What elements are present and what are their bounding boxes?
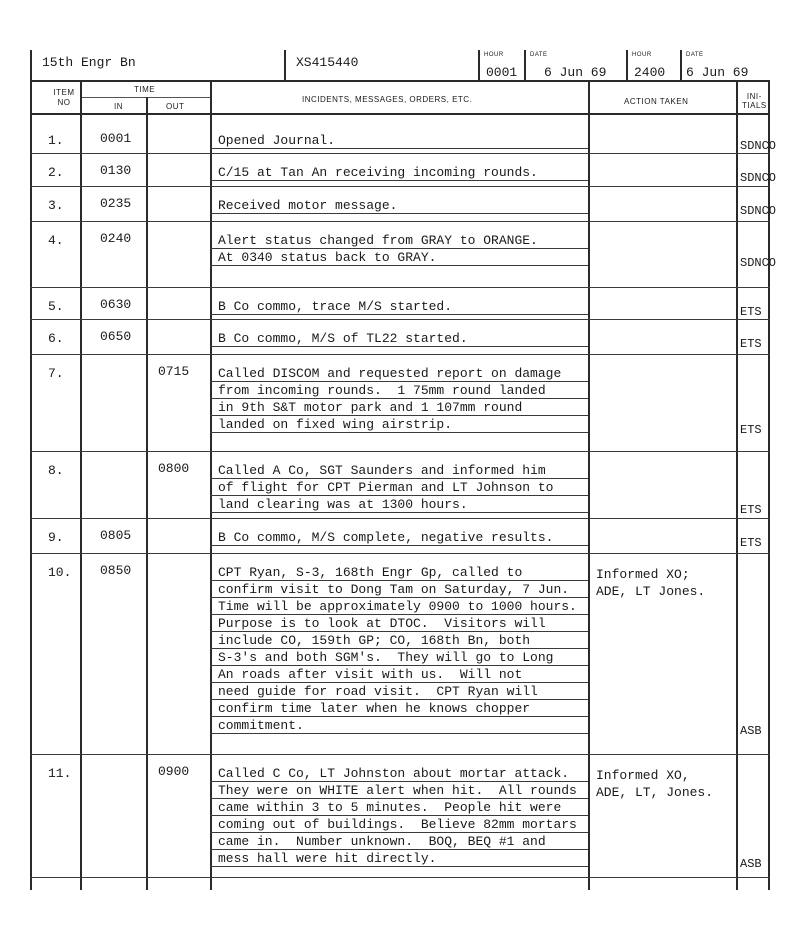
entry-underline: [210, 798, 588, 799]
entry-text-line: from incoming rounds. 1 75mm round landed: [218, 383, 546, 398]
entry-underline: [210, 597, 588, 598]
entry-text-line: At 0340 status back to GRAY.: [218, 250, 437, 265]
to-hour: 2400: [634, 65, 666, 80]
entry-underline: [210, 614, 588, 615]
entry-underline: [210, 512, 588, 513]
col-incidents: INCIDENTS, MESSAGES, ORDERS, ETC.: [302, 95, 473, 104]
entry-time-in: 0805: [100, 528, 132, 543]
entry-underline: [210, 631, 588, 632]
entry-underline: [210, 682, 588, 683]
entry-text-line: in 9th S&T motor park and 1 107mm round: [218, 400, 523, 415]
entry-text-line: An roads after visit with us. Will not: [218, 667, 523, 682]
row-separator: [30, 451, 770, 452]
entry-underline: [210, 415, 588, 416]
row-separator: [30, 221, 770, 222]
entry-number: 3.: [48, 198, 64, 213]
entry-text-line: Called DISCOM and requested report on damage: [218, 366, 562, 381]
entry-number: 4.: [48, 233, 64, 248]
entry-underline: [210, 478, 588, 479]
entry-text-line: B Co commo, M/S complete, negative results.: [218, 530, 554, 545]
entry-time-in: 0650: [100, 329, 132, 344]
entry-underline: [210, 866, 588, 867]
header-divider: [524, 50, 526, 80]
entry-text-line: CPT Ryan, S-3, 168th Engr Gp, called to: [218, 565, 523, 580]
entry-action-line: Informed XO,: [596, 768, 690, 783]
unit-name: 15th Engr Bn: [42, 55, 136, 70]
entry-underline: [210, 381, 588, 382]
entry-time-out: 0900: [158, 764, 190, 779]
row-separator: [30, 754, 770, 755]
entry-number: 7.: [48, 366, 64, 381]
row-separator: [30, 287, 770, 288]
row-separator: [30, 319, 770, 320]
entry-initials: ASB: [740, 857, 762, 871]
entry-number: 5.: [48, 299, 64, 314]
col-time-out: OUT: [166, 102, 185, 111]
entry-initials: SDNCO: [740, 171, 777, 185]
entry-underline: [210, 346, 588, 347]
entry-initials: ETS: [740, 337, 762, 351]
entry-time-in: 0850: [100, 563, 132, 578]
entry-initials: SDNCO: [740, 139, 777, 153]
entry-underline: [210, 545, 588, 546]
entry-underline: [210, 314, 588, 315]
entry-text-line: include CO, 159th GP; CO, 168th Bn, both: [218, 633, 531, 648]
col-action: ACTION TAKEN: [624, 97, 689, 106]
entry-text-line: commitment.: [218, 718, 304, 733]
entry-underline: [210, 265, 588, 266]
entry-underline: [210, 648, 588, 649]
entry-initials: ETS: [740, 503, 762, 517]
entry-underline: [210, 781, 588, 782]
entry-initials: ETS: [740, 536, 762, 550]
time-split-line: [80, 97, 210, 98]
entry-initials: ETS: [740, 305, 762, 319]
entry-text-line: Purpose is to look at DTOC. Visitors will: [218, 616, 546, 631]
left-border: [30, 50, 32, 890]
entry-underline: [210, 148, 588, 149]
entry-underline: [210, 815, 588, 816]
entry-text-line: They were on WHITE alert when hit. All rounds: [218, 783, 577, 798]
entry-text-line: Received motor message.: [218, 198, 398, 213]
header-divider: [284, 50, 286, 80]
entry-text-line: of flight for CPT Pierman and LT Johnson to: [218, 480, 554, 495]
entry-initials: ASB: [740, 724, 762, 738]
entry-underline: [210, 733, 588, 734]
row-separator: [30, 153, 770, 154]
entry-text-line: S-3's and both SGM's. They will go to Long: [218, 650, 554, 665]
from-hour: 0001: [486, 65, 518, 80]
entry-underline: [210, 832, 588, 833]
to-date-label: DATE: [686, 52, 704, 58]
row-separator: [30, 186, 770, 187]
header-divider: [626, 50, 628, 80]
header-divider: [680, 50, 682, 80]
entry-time-in: 0001: [100, 131, 132, 146]
row-separator: [30, 354, 770, 355]
entry-underline: [210, 398, 588, 399]
entry-text-line: Called C Co, LT Johnston about mortar attack.: [218, 766, 570, 781]
from-date-label: DATE: [530, 52, 548, 58]
entry-number: 8.: [48, 463, 64, 478]
entry-text-line: land clearing was at 1300 hours.: [218, 497, 468, 512]
entry-number: 11.: [48, 766, 72, 781]
entry-number: 1.: [48, 133, 64, 148]
entry-text-line: B Co commo, trace M/S started.: [218, 299, 453, 314]
right-border: [768, 80, 770, 890]
entry-text-line: came in. Number unknown. BOQ, BEQ #1 and: [218, 834, 546, 849]
entry-action-line: ADE, LT Jones.: [596, 584, 706, 599]
entry-text-line: mess hall were hit directly.: [218, 851, 437, 866]
entry-time-in: 0235: [100, 196, 132, 211]
row-separator: [30, 877, 770, 878]
entry-text-line: confirm visit to Dong Tam on Saturday, 7 Jun.: [218, 582, 570, 597]
entry-action-line: Informed XO;: [596, 567, 690, 582]
entry-text-line: B Co commo, M/S of TL22 started.: [218, 331, 468, 346]
entry-time-out: 0715: [158, 364, 190, 379]
entry-time-out: 0800: [158, 461, 190, 476]
row-separator: [30, 518, 770, 519]
entry-text-line: need guide for road visit. CPT Ryan will: [218, 684, 538, 699]
col-initials: INI- TIALS: [742, 92, 767, 110]
entry-underline: [210, 180, 588, 181]
header-divider: [478, 50, 480, 80]
entry-text-line: Opened Journal.: [218, 133, 336, 148]
entry-text-line: Called A Co, SGT Saunders and informed him: [218, 463, 546, 478]
entry-time-in: 0130: [100, 163, 132, 178]
to-date: 6 Jun 69: [686, 65, 749, 80]
entry-number: 6.: [48, 331, 64, 346]
entry-underline: [210, 699, 588, 700]
journal-form: [30, 50, 777, 890]
entry-initials: SDNCO: [740, 204, 777, 218]
entry-number: 10.: [48, 565, 72, 580]
entry-text-line: coming out of buildings. Believe 82mm mortars: [218, 817, 577, 832]
entry-underline: [210, 716, 588, 717]
header-row-bottom: [30, 113, 770, 115]
entry-initials: SDNCO: [740, 256, 777, 270]
to-hour-label: HOUR: [632, 52, 652, 58]
entry-text-line: landed on fixed wing airstrip.: [218, 417, 453, 432]
from-date: 6 Jun 69: [544, 65, 607, 80]
col-line: [588, 80, 590, 890]
entry-underline: [210, 248, 588, 249]
entry-time-in: 0630: [100, 297, 132, 312]
entry-text-line: confirm time later when he knows chopper: [218, 701, 531, 716]
entry-text-line: C/15 at Tan An receiving incoming rounds.: [218, 165, 538, 180]
entry-time-in: 0240: [100, 231, 132, 246]
col-line: [80, 80, 82, 890]
col-line: [736, 80, 738, 890]
row-separator: [30, 553, 770, 554]
entry-underline: [210, 213, 588, 214]
entry-underline: [210, 580, 588, 581]
col-line: [146, 97, 148, 890]
entry-underline: [210, 495, 588, 496]
entry-text-line: Time will be approximately 0900 to 1000 hours.: [218, 599, 577, 614]
entry-text-line: Alert status changed from GRAY to ORANGE.: [218, 233, 538, 248]
entry-action-line: ADE, LT, Jones.: [596, 785, 714, 800]
entry-underline: [210, 432, 588, 433]
from-hour-label: HOUR: [484, 52, 504, 58]
col-time-in: IN: [114, 102, 123, 111]
entry-number: 9.: [48, 530, 64, 545]
col-item-no: ITEM NO: [53, 88, 75, 107]
entry-text-line: came within 3 to 5 minutes. People hit were: [218, 800, 562, 815]
entry-number: 2.: [48, 165, 64, 180]
location-code: XS415440: [296, 55, 359, 70]
entry-underline: [210, 665, 588, 666]
entry-underline: [210, 849, 588, 850]
col-time: TIME: [134, 85, 156, 94]
entry-initials: ETS: [740, 423, 762, 437]
col-line: [210, 80, 212, 890]
